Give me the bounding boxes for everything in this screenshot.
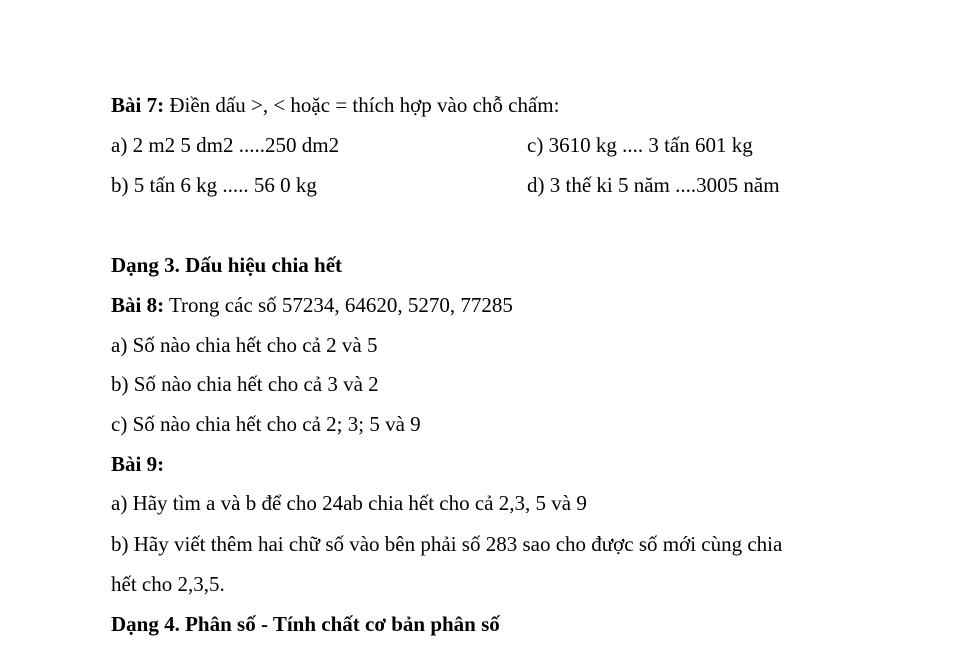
bai7-item-c: c) 3610 kg .... 3 tấn 601 kg	[527, 133, 753, 157]
bai7-prompt: Điền dấu >, < hoặc = thích hợp vào chỗ chấm:	[164, 93, 560, 117]
bai7-title	[111, 92, 559, 118]
bai8-title	[111, 292, 513, 318]
bai8-item-b: b) Số nào chia hết cho cả 3 và 2	[111, 372, 379, 396]
bai7-label: Bài 7:	[111, 93, 165, 117]
bai9-item-b-line2: hết cho 2,3,5.	[111, 572, 225, 596]
bai8-item-c: c) Số nào chia hết cho cả 2; 3; 5 và 9	[111, 412, 421, 436]
bai7-item-b: b) 5 tấn 6 kg ..... 56 0 kg	[111, 173, 317, 197]
dang3-heading-text: Dạng 3. Dấu hiệu chia hết	[111, 253, 343, 277]
dang4-heading	[111, 611, 500, 637]
bai9-title	[111, 451, 164, 477]
bai9-label: Bài 9:	[111, 452, 165, 476]
bai9-item-b-line1: b) Hãy viết thêm hai chữ số vào bên phải số 283 sao cho được số mới cùng chia	[111, 532, 783, 556]
bai7-item-a: a) 2 m2 5 dm2 .....250 dm2	[111, 133, 340, 157]
dang3-heading	[111, 252, 342, 278]
dang4-heading-text: Dạng 4. Phân số - Tính chất cơ bản phân số	[111, 612, 500, 636]
bai9-item-a: a) Hãy tìm a và b để cho 24ab chia hết cho cả 2,3, 5 và 9	[111, 491, 587, 515]
bai8-prompt: Trong các số 57234, 64620, 5270, 77285	[164, 293, 513, 317]
bai8-label: Bài 8:	[111, 293, 165, 317]
bai7-item-d: d) 3 thế ki 5 năm ....3005 năm	[527, 173, 780, 197]
bai8-item-a: a) Số nào chia hết cho cả 2 và 5	[111, 333, 378, 357]
